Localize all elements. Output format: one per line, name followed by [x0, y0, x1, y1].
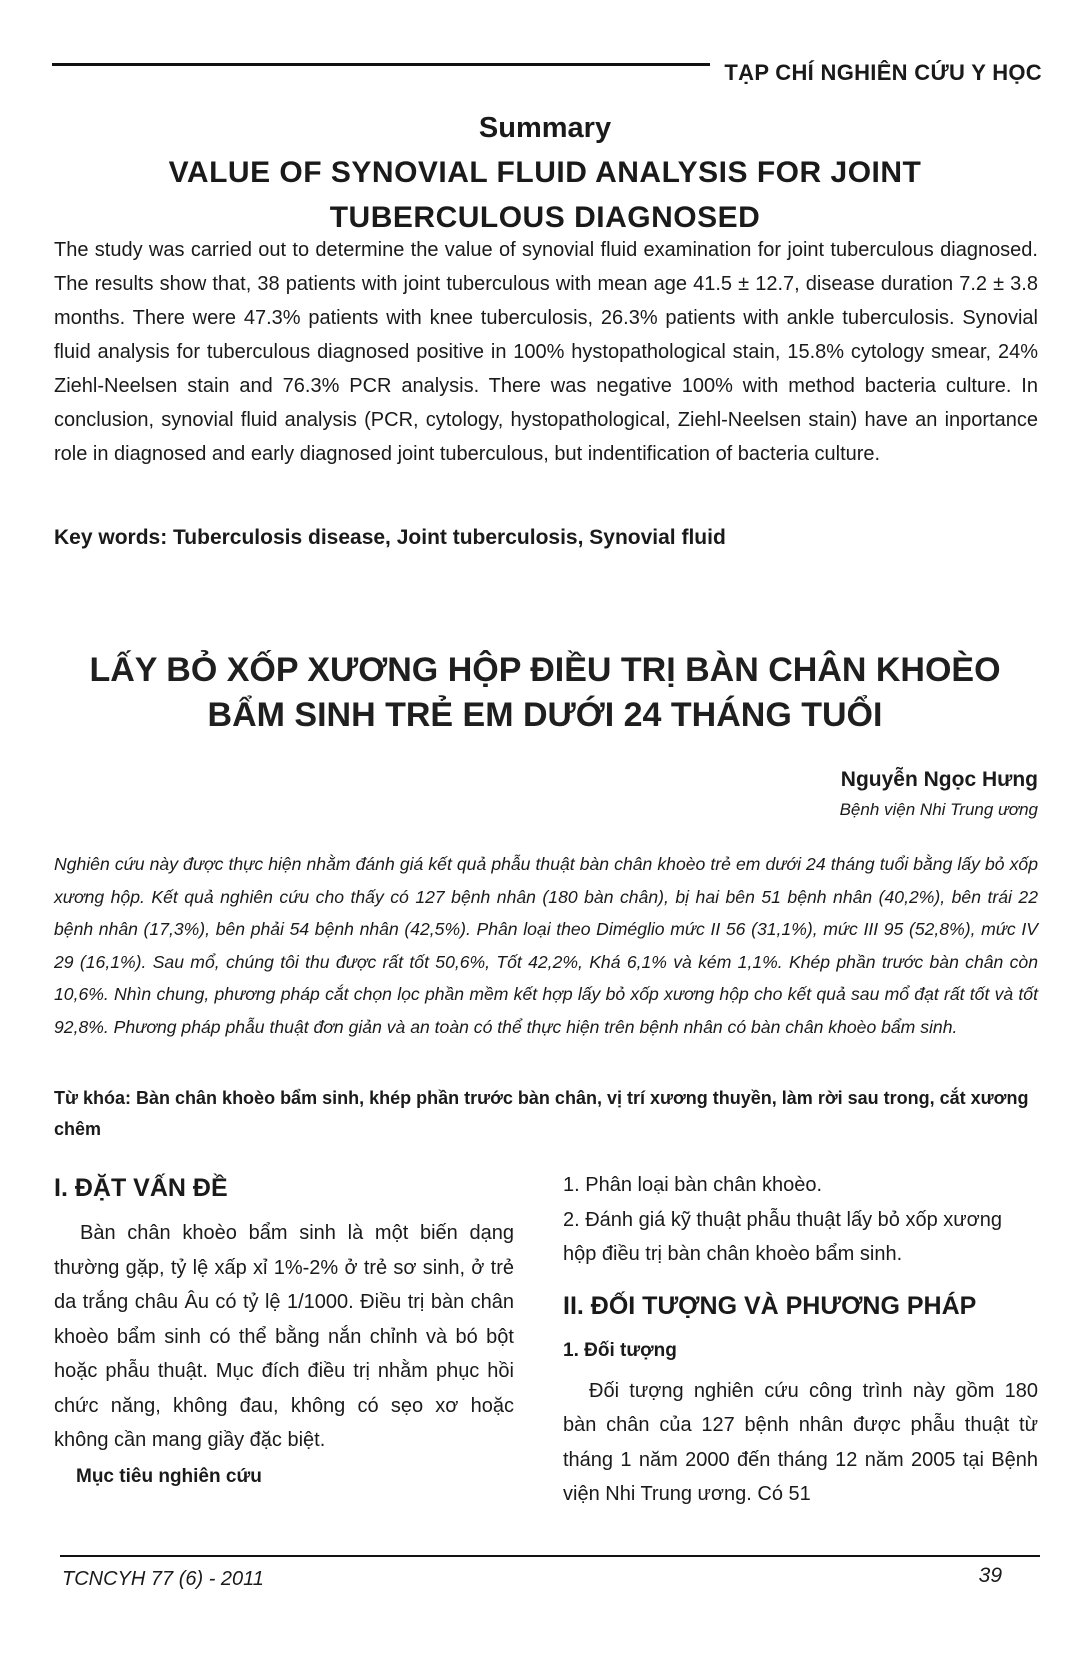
section-heading-introduction: I. ĐẶT VẤN ĐỀ [54, 1174, 228, 1202]
summary-title-line: VALUE OF SYNOVIAL FLUID ANALYSIS FOR JOINT [168, 156, 922, 189]
summary-title-line: TUBERCULOUS DIAGNOSED [329, 201, 761, 234]
objective-item: 2. Đánh giá kỹ thuật phẫu thuật lấy bỏ xốp xương hộp điều trị bàn chân khoèo bẩm sinh. [563, 1208, 1003, 1265]
author-block [840, 765, 1038, 825]
subjects-paragraph: Đối tượng nghiên cứu công trình này gồm 180 bàn chân của 127 bệnh nhân được phẫu thuật từ tháng 1 năm 2000 đến tháng 12 năm 2005 tại Bệnh viện Nhi Trung ương. Có 51 [563, 1379, 1038, 1505]
article-title-line: LẤY BỎ XỐP XƯƠNG HỘP ĐIỀU TRỊ BÀN CHÂN KHOÈO [89, 651, 1001, 689]
journal-citation: TCNCYH 77 (6) - 2011 [62, 1568, 264, 1590]
vietnamese-keywords: Từ khóa: Bàn chân khoèo bẩm sinh, khép phần trước bàn chân, vị trí xương thuyền, làm rời sau trong, cắt xương chêm [54, 1088, 1029, 1139]
right-column [563, 1168, 1038, 1512]
section-heading-methods: II. ĐỐI TƯỢNG VÀ PHƯƠNG PHÁP [563, 1291, 977, 1320]
page-number: 39 [978, 1564, 1002, 1587]
article-title [60, 648, 1030, 738]
summary-body: The study was carried out to determine the value of synovial fluid examination for joint tuberculous diagnosed. The results show that, 38 patients with joint tuberculous with mean age 41.5 ± 12.7, disease duration 7.2 ± 3.8 months. There were 47.3% patients with knee tuberculosis, 26.3% patients with ankle tuberculosis. Synovial fluid analysis for tuberculous diagnosed positive in 100% hystopathological stain, 15.8% cytology smear, 24% Ziehl-Neelsen stain and 76.3% PCR analysis. There was negative 100% with method bacteria culture. In conclusion, synovial fluid analysis (PCR, cytology, hystopathological, Ziehl-Neelsen stain) have an inportance role in diagnosed and early diagnosed joint tuberculous, but indentification of bacteria culture. [54, 239, 1038, 465]
article-title-line: BẨM SINH TRẺ EM DƯỚI 24 THÁNG TUỔI [207, 696, 883, 734]
vietnamese-abstract: Nghiên cứu này được thực hiện nhằm đánh giá kết quả phẫu thuật bàn chân khoèo trẻ em dưới 24 tháng tuổi bằng lấy bỏ xốp xương hộp. Kết quả nghiên cứu cho thấy có 127 bệnh nhân (180 bàn chân), bị hai bên 51 bệnh nhân (40,2%), bên trái 22 bệnh nhân (17,3%), bên phải 54 bệnh nhân (42,5%). Phân loại theo Diméglio mức II 56 (31,1%), mức III 95 (52,8%), mức IV 29 (16,1%). Sau mổ, chúng tôi thu được rất tốt 50,6%, Tốt 42,2%, Khá 6,1% và kém 1,1%. Khép phần trước bàn chân còn 10,6%. Nhìn chung, phương pháp cắt chọn lọc phần mềm kết hợp lấy bỏ xốp xương hộp cho kết quả sau mổ đạt rất tốt và tốt 92,8%. Phương pháp phẫu thuật đơn giản và an toàn có thể thực hiện trên bệnh nhân có bàn chân khoèo bẩm sinh. [54, 854, 1038, 1037]
english-keywords: Key words: Tuberculosis disease, Joint tuberculosis, Synovial fluid [54, 526, 726, 549]
summary-title [120, 150, 970, 240]
subjects-heading: 1. Đối tượng [563, 1339, 677, 1361]
summary-heading: Summary [478, 112, 612, 144]
author-name: Nguyễn Ngọc Hưng [840, 768, 1038, 791]
introduction-paragraph: Bàn chân khoèo bẩm sinh là một biến dạng thường gặp, tỷ lệ xấp xỉ 1%-2% ở trẻ sơ sinh, ở trẻ da trắng châu Âu có tỷ lệ 1/1000. Điều trị bàn chân khoèo bẩm sinh có thể bằng nắn chỉnh và bó bột hoặc phẫu thuật. Mục đích điều trị nhằm phục hồi chức năng, không đau, không có sẹo xơ hoặc không cần mang giầy đặc biệt. [54, 1222, 514, 1451]
header-rule [52, 63, 710, 66]
objectives-heading: Mục tiêu nghiên cứu [76, 1465, 262, 1487]
footer-rule [60, 1555, 1040, 1557]
journal-name: TẠP CHÍ NGHIÊN CỨU Y HỌC [724, 60, 1042, 85]
objective-item: 1. Phân loại bàn chân khoèo. [563, 1174, 823, 1196]
left-column [54, 1168, 514, 1494]
author-affiliation: Bệnh viện Nhi Trung ương [839, 800, 1038, 819]
